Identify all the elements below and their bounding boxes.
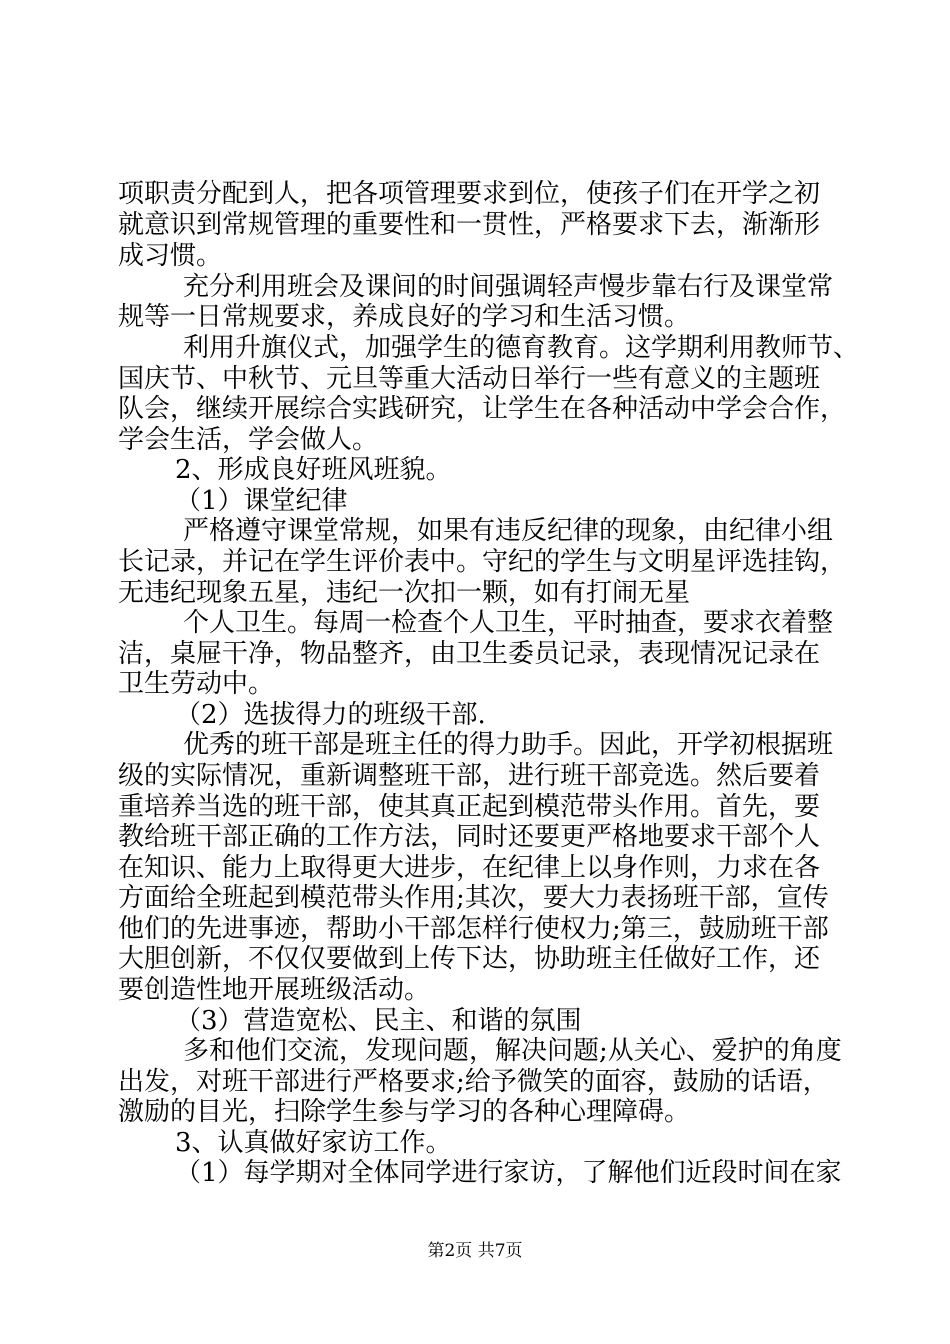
page-number-footer: 第2页 共7页 — [427, 1241, 523, 1261]
text-line: 成习惯。 — [118, 241, 223, 271]
text-line: 学会生活，学会做人。 — [118, 425, 379, 455]
section-heading: 2、形成良好班风班貌。 — [175, 455, 452, 485]
text-line: 出发，对班干部进行严格要求;给予微笑的面容，鼓励的话语， — [118, 1067, 829, 1097]
section-heading: 3、认真做好家访工作。 — [175, 1128, 452, 1158]
subsection-heading: （3）营造宽松、民主、和谐的氛围 — [175, 1006, 582, 1036]
subsection-heading: （1）课堂纪律 — [175, 486, 348, 516]
text-line: 教给班干部正确的工作方法，同时还要更严格地要求干部个人 — [118, 822, 821, 852]
text-line: 卫生劳动中。 — [118, 669, 275, 699]
text-line: 方面给全班起到模范带头作用;其次，要大力表扬班干部，宣传 — [118, 883, 829, 913]
text-line: 充分利用班会及课间的时间强调轻声慢步靠右行及课堂常 — [183, 272, 834, 302]
text-line: 队会，继续开展综合实践研究，让学生在各种活动中学会合作， — [118, 394, 847, 424]
subsection-heading: （2）选拔得力的班级干部. — [175, 700, 486, 730]
text-line: 在知识、能力上取得更大进步，在纪律上以身作则，力求在各 — [118, 853, 821, 883]
subsection-heading: （1）每学期对全体同学进行家访，了解他们近段时间在家 — [175, 1158, 842, 1188]
text-line: 利用升旗仪式，加强学生的德育教育。这学期利用教师节、 — [183, 333, 860, 363]
text-line: 项职责分配到人，把各项管理要求到位，使孩子们在开学之初 — [118, 179, 821, 209]
text-line: 洁，桌屉干净，物品整齐，由卫生委员记录，表现情况记录在 — [118, 639, 821, 669]
text-line: 他们的先进事迹，帮助小干部怎样行使权力;第三，鼓励班干部 — [118, 914, 829, 944]
text-line: 重培养当选的班干部，使其真正起到模范带头作用。首先，要 — [118, 792, 821, 822]
text-line: 规等一日常规要求，养成良好的学习和生活习惯。 — [118, 302, 691, 332]
text-line: 长记录，并记在学生评价表中。守纪的学生与文明星评选挂钩， — [118, 547, 847, 577]
text-line: 就意识到常规管理的重要性和一贯性，严格要求下去，渐渐形 — [118, 210, 821, 240]
text-line: 激励的目光，扫除学生参与学习的各种心理障碍。 — [118, 1097, 691, 1127]
text-line: 个人卫生。每周一检查个人卫生，平时抽查，要求衣着整 — [183, 608, 834, 638]
text-line: 级的实际情况，重新调整班干部，进行班干部竞选。然后要着 — [118, 761, 821, 791]
text-line: 无违纪现象五星，违纪一次扣一颗，如有打闹无星 — [118, 578, 691, 608]
text-line: 大胆创新，不仅仅要做到上传下达，协助班主任做好工作，还 — [118, 944, 821, 974]
text-line: 严格遵守课堂常规，如果有违反纪律的现象，由纪律小组 — [183, 516, 834, 546]
text-line: 国庆节、中秋节、元旦等重大活动日举行一些有意义的主题班 — [118, 364, 821, 394]
text-line: 要创造性地开展班级活动。 — [118, 975, 431, 1005]
text-line: 多和他们交流，发现问题，解决问题;从关心、爱护的角度 — [183, 1036, 842, 1066]
text-line: 优秀的班干部是班主任的得力助手。因此，开学初根据班 — [183, 730, 834, 760]
